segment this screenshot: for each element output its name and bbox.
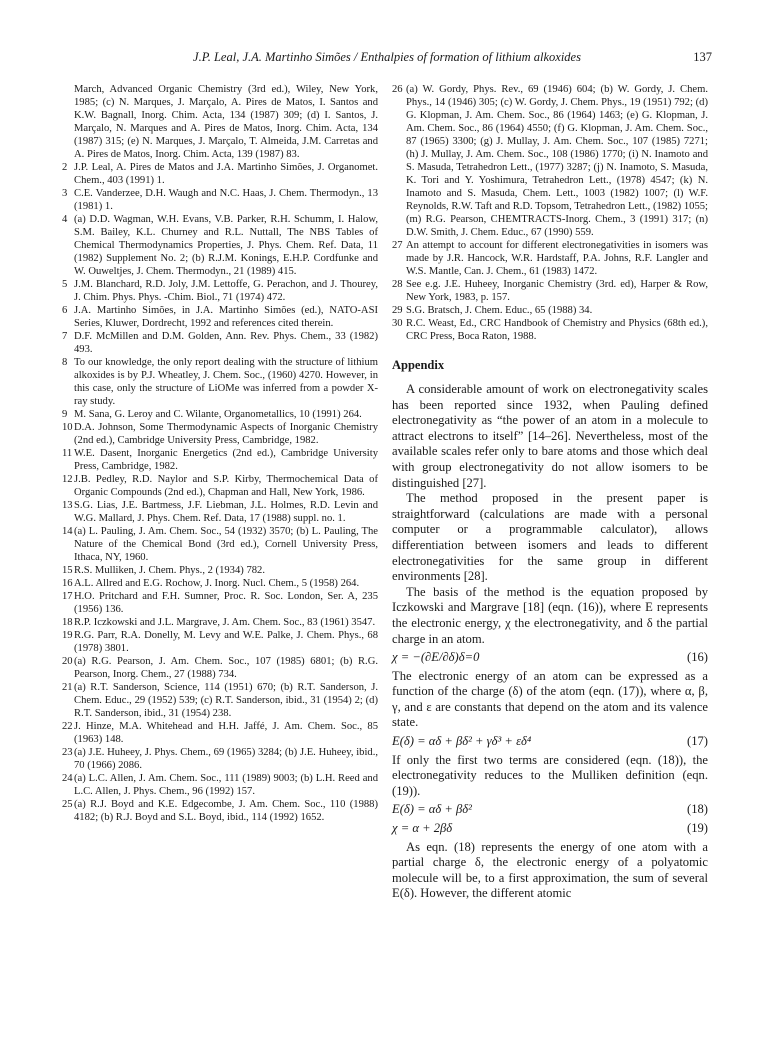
reference-text: (a) R.T. Sanderson, Science, 114 (1951) 670; (b) R.T. Sanderson, J. Chem. Educ., 29 (1952) 539; (c) R.T. Sanderson, ibid., 31 (1954) 2; (d) R.T. Sanderson, ibid., 31 (1954) 238. bbox=[74, 682, 378, 719]
reference-number: 13 bbox=[62, 500, 73, 511]
reference-item bbox=[62, 655, 378, 681]
reference-number: 16 bbox=[62, 578, 73, 589]
reference-text: J.P. Leal, A. Pires de Matos and J.A. Martinho Simões, J. Organomet. Chem., 403 (1991) 1. bbox=[74, 162, 378, 186]
reference-item bbox=[62, 213, 378, 278]
page-number: 137 bbox=[693, 50, 712, 64]
equation-expression: E(δ) = αδ + βδ² + γδ³ + εδ⁴ bbox=[392, 734, 532, 749]
reference-item bbox=[62, 525, 378, 564]
equation-16 bbox=[392, 650, 708, 666]
reference-list-continued bbox=[392, 83, 708, 343]
reference-item bbox=[62, 278, 378, 304]
reference-text: R.G. Parr, R.A. Donelly, M. Levy and W.E. Palke, J. Chem. Phys., 68 (1978) 3801. bbox=[74, 630, 378, 654]
reference-number: 5 bbox=[62, 279, 68, 290]
reference-item bbox=[62, 798, 378, 824]
reference-number: 8 bbox=[62, 357, 68, 368]
reference-item bbox=[62, 499, 378, 525]
reference-number: 17 bbox=[62, 591, 73, 602]
reference-text: (a) L.C. Allen, J. Am. Chem. Soc., 111 (1989) 9003; (b) L.H. Reed and L.C. Allen, J. Phys. Chem., 96 (1992) 157. bbox=[74, 773, 378, 797]
appendix-paragraph: As eqn. (18) represents the energy of one atom with a partial charge δ, the electronic energy of a polyatomic molecule will be, to a first approximation, the sum of several E(δ). However, the different atomic bbox=[392, 839, 708, 901]
reference-text: D.A. Johnson, Some Thermodynamic Aspects of Inorganic Chemistry (2nd ed.), Cambridge University Press, Cambridge, 1982. bbox=[74, 422, 378, 446]
equation-expression: χ = α + 2βδ bbox=[392, 821, 453, 836]
equation-18 bbox=[392, 802, 708, 818]
reference-number: 7 bbox=[62, 331, 68, 342]
appendix-paragraph: The method proposed in the present paper is straightforward (calculations are made with a personal computer or a programmable calculator), allows differentiation between isomers and leads to different electronegativities for the same group in different environments [28]. bbox=[392, 491, 708, 584]
equation-number: (17) bbox=[687, 734, 708, 749]
reference-item bbox=[62, 577, 378, 590]
reference-number: 6 bbox=[62, 305, 68, 316]
reference-item bbox=[62, 83, 378, 161]
reference-text: J.M. Blanchard, R.D. Joly, J.M. Lettoffe, G. Perachon, and J. Thourey, J. Chim. Phys. Phys. -Chim. Biol., 71 (1974) 472. bbox=[74, 279, 378, 303]
reference-text: An attempt to account for different electronegativities in isomers was made by J.R. Hancock, W.R. Hardstaff, P.A. Johns, R.F. Langler and W.S. Mantle, Can. J. Chem., 61 (1983) 1472. bbox=[406, 240, 708, 277]
reference-number: 24 bbox=[62, 773, 73, 784]
reference-text: (a) J.E. Huheey, J. Phys. Chem., 69 (1965) 3284; (b) J.E. Huheey, ibid., 70 (1966) 2086. bbox=[74, 747, 378, 771]
reference-item bbox=[62, 746, 378, 772]
reference-number: 14 bbox=[62, 526, 73, 537]
reference-text: S.G. Bratsch, J. Chem. Educ., 65 (1988) 34. bbox=[406, 305, 593, 316]
reference-number: 26 bbox=[392, 84, 403, 95]
reference-item bbox=[62, 473, 378, 499]
reference-text: March, Advanced Organic Chemistry (3rd ed.), Wiley, New York, 1985; (c) N. Marques, J. Marçalo, A. Pires de Matos, I. Santos and K.W. Bagnall, Inorg. Chim. Acta, 134 (1987) 309; (d) I. Santos, J. Marçalo, N. Marques and A. Pires de Matos, Inorg. Chim. Acta, 134 (1987) 315; (e) N. Marques, J. Marçalo, T. Almeida, J.M. Carretas and A. Pires de Matos, Inorg. Chim. Acta, 139 (1987) 83. bbox=[74, 84, 378, 160]
reference-number: 11 bbox=[62, 448, 73, 459]
reference-text: R.P. Iczkowski and J.L. Margrave, J. Am. Chem. Soc., 83 (1961) 3547. bbox=[74, 617, 376, 628]
reference-item bbox=[62, 447, 378, 473]
reference-number: 22 bbox=[62, 721, 73, 732]
reference-text: C.E. Vanderzee, D.H. Waugh and N.C. Haas, J. Chem. Thermodyn., 13 (1981) 1. bbox=[74, 188, 378, 212]
reference-item bbox=[62, 161, 378, 187]
reference-text: S.G. Lias, J.E. Bartmess, J.F. Liebman, J.L. Holmes, R.D. Levin and W.G. Mallard, J. Phys. Chem. Ref. Data, 17 (1988) suppl. no. 1. bbox=[74, 500, 378, 524]
reference-item bbox=[62, 772, 378, 798]
reference-text: J.A. Martinho Simões, in J.A. Martinho Simões (ed.), NATO-ASI Series, Kluwer, Dordrecht, 1992 and references cited therein. bbox=[74, 305, 378, 329]
reference-number: 28 bbox=[392, 279, 403, 290]
reference-number: 20 bbox=[62, 656, 73, 667]
reference-item bbox=[62, 304, 378, 330]
reference-item bbox=[62, 408, 378, 421]
reference-text: To our knowledge, the only report dealing with the structure of lithium alkoxides is by P.J. Wheatley, J. Chem. Soc., (1960) 4270. However, in this case, only the structure of LiOMe was inferred from a powder X-ray study. bbox=[74, 357, 378, 407]
reference-item bbox=[392, 304, 708, 317]
reference-text: (a) L. Pauling, J. Am. Chem. Soc., 54 (1932) 3570; (b) L. Pauling, The Nature of the Chemical Bond (3rd ed.), Cornell University Press, Ithaca, NY, 1960. bbox=[74, 526, 378, 563]
reference-number: 21 bbox=[62, 682, 73, 693]
reference-number: 15 bbox=[62, 565, 73, 576]
reference-number: 25 bbox=[62, 799, 73, 810]
reference-item bbox=[62, 356, 378, 408]
reference-item bbox=[62, 421, 378, 447]
reference-text: R.S. Mulliken, J. Chem. Phys., 2 (1934) 782. bbox=[74, 565, 265, 576]
equation-expression: χ = −(∂E/∂δ)δ=0 bbox=[392, 650, 480, 665]
reference-text: W.E. Dasent, Inorganic Energetics (2nd ed.), Cambridge University Press, Cambridge, 1982. bbox=[74, 448, 378, 472]
appendix-paragraph: The basis of the method is the equation proposed by Iczkowski and Margrave [18] (eqn. (16)), where E represents the electronic energy, χ the electronegativity, and δ the partial charge in an atom. bbox=[392, 584, 708, 646]
reference-number: 4 bbox=[62, 214, 68, 225]
reference-number: 12 bbox=[62, 474, 73, 485]
equation-number: (16) bbox=[687, 650, 708, 665]
reference-item bbox=[392, 317, 708, 343]
equation-17 bbox=[392, 734, 708, 750]
reference-text: See e.g. J.E. Huheey, Inorganic Chemistry (3rd. ed), Harper & Row, New York, 1983, p. 157. bbox=[406, 279, 708, 303]
appendix-paragraph: If only the first two terms are considered (eqn. (18)), the electronegativity reduces to the Mulliken definition (eqn. (19)). bbox=[392, 752, 708, 798]
reference-text: J. Hinze, M.A. Whitehead and H.H. Jaffé, J. Am. Chem. Soc., 85 (1963) 148. bbox=[74, 721, 378, 745]
equation-number: (18) bbox=[687, 802, 708, 817]
reference-text: A.L. Allred and E.G. Rochow, J. Inorg. Nucl. Chem., 5 (1958) 264. bbox=[74, 578, 360, 589]
reference-item bbox=[62, 187, 378, 213]
reference-number: 23 bbox=[62, 747, 73, 758]
appendix-heading: Appendix bbox=[392, 358, 445, 372]
right-column bbox=[392, 83, 708, 902]
reference-text: (a) R.J. Boyd and K.E. Edgecombe, J. Am. Chem. Soc., 110 (1988) 4182; (b) R.J. Boyd and S.L. Boyd, ibid., 114 (1992) 1652. bbox=[74, 799, 378, 823]
reference-text: M. Sana, G. Leroy and C. Wilante, Organometallics, 10 (1991) 264. bbox=[74, 409, 362, 420]
appendix-paragraph: The electronic energy of an atom can be expressed as a function of the charge (δ) of the atom (eqn. (17)), where α, β, γ, and ε are constants that depend on the atom and its valence state. bbox=[392, 668, 708, 730]
reference-text: (a) D.D. Wagman, W.H. Evans, V.B. Parker, R.H. Schumm, I. Halow, S.M. Bailey, K.L. Churney and R.L. Nuttall, The NBS Tables of Chemical Thermodynamics Properties, J. Phys. Chem. Ref. Data, 11 (1982) Supplement No. 2; (b) R.J.M. Konings, E.H.P. Cordfunke and W. Ouweltjes, J. Chem. Thermodyn., 21 (1989) 415. bbox=[74, 214, 378, 277]
page-header bbox=[62, 50, 712, 70]
left-column bbox=[62, 83, 378, 824]
reference-item bbox=[62, 681, 378, 720]
appendix-paragraph: A considerable amount of work on electronegativity scales has been reported since 1932, when Pauling defined electronegativity as “the power of an atom in a molecule to attract electrons to itself” [14–26]. Nevertheless, most of the available scales refer only to bare atoms and those which deal with group electronegativity do not allow isomers to be distinguished [27]. bbox=[392, 382, 708, 490]
reference-number: 18 bbox=[62, 617, 73, 628]
reference-item bbox=[392, 83, 708, 239]
reference-number: 29 bbox=[392, 305, 403, 316]
reference-text: (a) W. Gordy, Phys. Rev., 69 (1946) 604; (b) W. Gordy, J. Chem. Phys., 14 (1946) 305; (c) W. Gordy, J. Chem. Phys., 19 (1951) 792; (d) G. Klopman, J. Am. Chem. Soc., 86 (1964) 1463; (e) G. Klopman, J. Am. Chem. Soc., 86 (1964) 4550; (f) G. Klopman, J. Am. Chem. Soc., 87 (1965) 3300; (g) J. Mullay, J. Am. Chem. Soc., 107 (1985) 7271; (h) J. Mullay, J. Am. Chem. Soc., 108 (1986) 1770; (i) N. Inamoto and S. Masuda, Tetrahedron Lett., (1977) 3287; (j) N. Inamoto, S. Masuda, K. Tori and Y. Yoshimura, Tetrahedron Lett., (1978) 4547; (k) N. Inamoto and S. Masuda, Chem. Lett., 1003 (1982) 1007; (l) W.F. Reynolds, R.W. Taft and R.D. Topsom, Tetrahedron Lett., (1982) 1055; (m) R.G. Pearson, CHEMTRACTS-Inorg. Chem., 3 (1991) 317; (n) D.W. Smith, J. Chem. Educ., 67 (1990) 559. bbox=[406, 84, 708, 238]
reference-item bbox=[62, 330, 378, 356]
reference-text: H.O. Pritchard and F.H. Sumner, Proc. R. Soc. London, Ser. A, 235 (1956) 136. bbox=[74, 591, 378, 615]
reference-item bbox=[62, 720, 378, 746]
reference-number: 27 bbox=[392, 240, 403, 251]
running-title: J.P. Leal, J.A. Martinho Simões / Enthalpies of formation of lithium alkoxides bbox=[193, 50, 581, 64]
reference-item bbox=[62, 590, 378, 616]
reference-item bbox=[62, 629, 378, 655]
reference-text: J.B. Pedley, R.D. Naylor and S.P. Kirby, Thermochemical Data of Organic Compounds (2nd ed.), Chapman and Hall, New York, 1986. bbox=[74, 474, 378, 498]
equation-19 bbox=[392, 821, 708, 837]
reference-item bbox=[392, 278, 708, 304]
reference-number: 30 bbox=[392, 318, 403, 329]
equation-number: (19) bbox=[687, 821, 708, 836]
reference-number: 19 bbox=[62, 630, 73, 641]
reference-text: D.F. McMillen and D.M. Golden, Ann. Rev. Phys. Chem., 33 (1982) 493. bbox=[74, 331, 378, 355]
reference-number: 9 bbox=[62, 409, 68, 420]
reference-number: 10 bbox=[62, 422, 73, 433]
reference-item bbox=[392, 239, 708, 278]
reference-item bbox=[62, 616, 378, 629]
reference-number: 3 bbox=[62, 188, 68, 199]
reference-item bbox=[62, 564, 378, 577]
equation-expression: E(δ) = αδ + βδ² bbox=[392, 802, 472, 817]
reference-text: R.C. Weast, Ed., CRC Handbook of Chemistry and Physics (68th ed.), CRC Press, Boca Raton, 1988. bbox=[406, 318, 708, 342]
reference-number: 2 bbox=[62, 162, 68, 173]
reference-text: (a) R.G. Pearson, J. Am. Chem. Soc., 107 (1985) 6801; (b) R.G. Pearson, Inorg. Chem., 27 (1988) 734. bbox=[74, 656, 378, 680]
